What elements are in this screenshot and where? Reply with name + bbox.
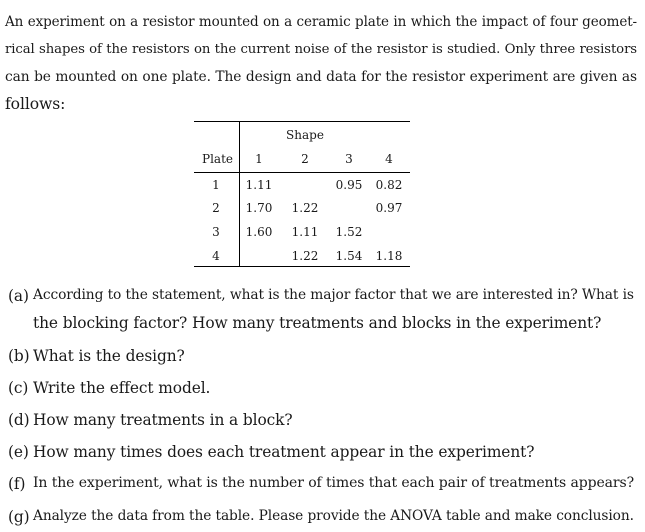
question-text: Analyze the data from the table. Please provide the ANOVA table and make conclusion. [33, 508, 634, 524]
question-text: According to the statement, what is the major factor that we are interested in? What is [33, 287, 634, 303]
question-text: the blocking factor? How many treatments and blocks in the experiment? [33, 314, 602, 332]
question-e [8, 443, 535, 461]
shape-label: 2 [301, 152, 309, 166]
table-divider [239, 121, 240, 267]
question-f [8, 475, 635, 493]
table-cell: 1.11 [245, 178, 273, 192]
table-header-rule [194, 172, 410, 173]
question-g [8, 508, 634, 526]
table-cell: 1.18 [375, 249, 403, 263]
table-cell: 1.22 [291, 249, 319, 263]
question-c [8, 379, 211, 397]
plate-number: 1 [212, 178, 220, 192]
intro-line: follows: [5, 95, 66, 114]
question-text: In the experiment, what is the number of times that each pair of treatments appears? [33, 475, 635, 491]
table-cell: 0.97 [375, 201, 403, 215]
intro-line: rical shapes of the resistors on the current noise of the resistor is studied. Only three resistors [5, 42, 637, 58]
table-cell: 1.11 [291, 225, 319, 239]
question-label: (a) [8, 287, 29, 305]
plate-number: 4 [212, 249, 220, 263]
question-text: How many treatments in a block? [33, 411, 293, 429]
shape-header: Shape [286, 128, 324, 142]
table-cell: 1.70 [245, 201, 273, 215]
intro-line: can be mounted on one plate. The design and data for the resistor experiment are given as [5, 68, 637, 85]
problem-statement [5, 9, 637, 119]
question-d [8, 411, 293, 429]
question-text: How many times does each treatment appear in the experiment? [33, 443, 535, 461]
shape-label: 4 [385, 152, 393, 166]
table-cell: 1.22 [291, 201, 319, 215]
table-top-rule [194, 121, 410, 122]
question-label: (g) [8, 508, 30, 526]
table-cell: 1.54 [335, 249, 363, 263]
table-cell: 0.95 [335, 178, 363, 192]
question-label: (d) [8, 411, 30, 429]
question-text: Write the effect model. [33, 379, 211, 397]
plate-header: Plate [202, 152, 233, 166]
question-a [8, 287, 634, 332]
question-b [8, 347, 185, 365]
question-label: (b) [8, 347, 30, 365]
intro-line: An experiment on a resistor mounted on a ceramic plate in which the impact of four geomet- [5, 14, 637, 30]
question-label: (f) [8, 475, 26, 493]
shape-label: 3 [345, 152, 353, 166]
question-label: (e) [8, 443, 29, 461]
question-text: What is the design? [33, 347, 185, 365]
table-cell: 1.52 [335, 225, 363, 239]
question-label: (c) [8, 379, 29, 397]
table-cell: 1.60 [245, 225, 273, 239]
resistor-data-table [194, 121, 410, 267]
plate-number: 3 [212, 225, 220, 239]
shape-label: 1 [255, 152, 263, 166]
plate-number: 2 [212, 201, 220, 215]
table-cell: 0.82 [375, 178, 403, 192]
table-bottom-rule [194, 266, 410, 267]
